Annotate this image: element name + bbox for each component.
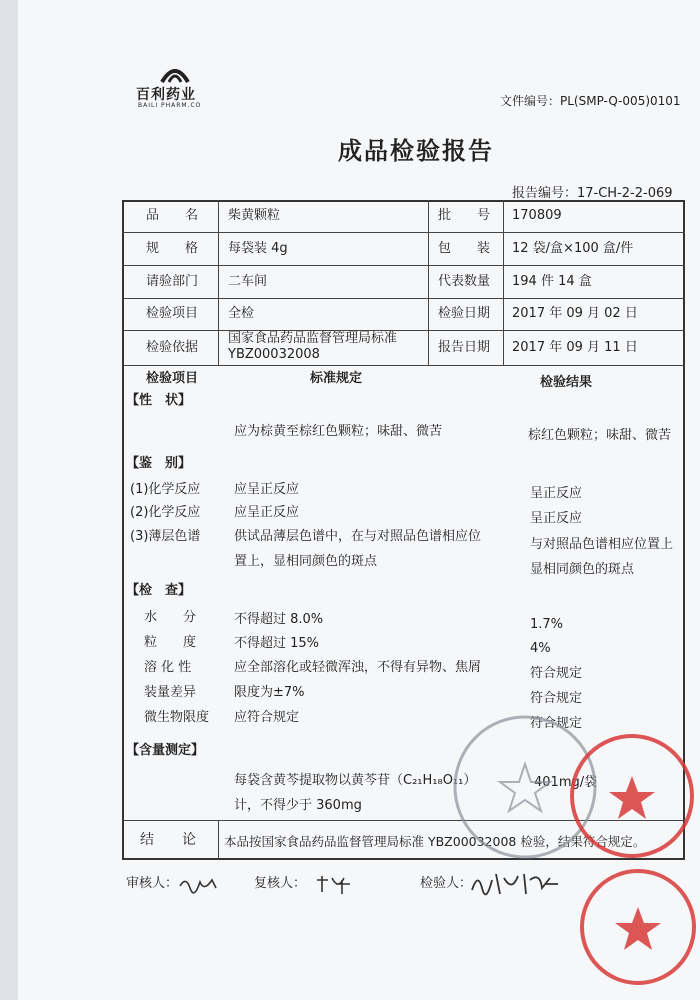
- logo-english-name: BAILI PHARM.CO: [138, 102, 202, 109]
- ident-3-name: (3)薄层色谱: [130, 529, 201, 544]
- value-quantity: 194 件 14 盒: [512, 274, 592, 289]
- ident-1-name: (1)化学反应: [130, 482, 201, 497]
- column-result: 检验结果: [540, 375, 593, 390]
- page-title: 成品检验报告: [338, 137, 494, 165]
- label-product-name: 品 名: [146, 208, 199, 223]
- label-test-items: 检验项目: [146, 306, 199, 321]
- conclusion-label: 结 论: [140, 832, 196, 848]
- assay-standard-cont: 计，不得少于 360mg: [234, 798, 362, 813]
- label-department: 请验部门: [146, 274, 199, 289]
- label-basis: 检验依据: [146, 340, 199, 355]
- insp-5-standard: 应符合规定: [234, 710, 300, 725]
- ident-3-standard-cont: 置上，显相同颜色的斑点: [234, 554, 378, 569]
- insp-3-name: 溶 化 性: [144, 660, 192, 675]
- report-number: 报告编号：17-CH-2-2-069: [512, 186, 673, 201]
- value-department: 二车间: [228, 274, 268, 289]
- insp-3-result: 符合规定: [530, 666, 583, 681]
- ident-2-name: (2)化学反应: [130, 505, 201, 520]
- rechecker-label: 复核人：: [254, 876, 307, 891]
- label-report-date: 报告日期: [438, 340, 491, 355]
- section-assay: 【含量测定】: [126, 743, 205, 758]
- insp-1-name: 水 分: [144, 610, 197, 625]
- assay-standard: 每袋含黄芩提取物以黄芩苷（C₂₁H₁₈O₁₁）: [234, 773, 477, 788]
- inspector-label: 检验人：: [420, 876, 473, 891]
- section-appearance: 【性 状】: [126, 393, 192, 408]
- label-test-date: 检验日期: [438, 306, 491, 321]
- column-item: 检验项目: [146, 371, 199, 386]
- conclusion-text: 本品按国家食品药品监督管理局标准 YBZ00032008 检验，结果符合规定。: [224, 834, 646, 849]
- insp-2-result: 4%: [530, 641, 551, 656]
- ident-2-standard: 应呈正反应: [234, 505, 300, 520]
- reviewer-signature: [178, 874, 218, 901]
- ident-3-result-cont: 显相同颜色的斑点: [530, 562, 635, 577]
- value-report-date: 2017 年 09 月 11 日: [512, 340, 638, 355]
- insp-1-standard: 不得超过 8.0%: [234, 612, 324, 627]
- value-test-date: 2017 年 09 月 02 日: [512, 306, 638, 321]
- value-basis-code: YBZ00032008: [228, 347, 320, 362]
- assay-result: 401mg/袋: [534, 775, 598, 790]
- insp-4-standard: 限度为±7%: [234, 685, 305, 700]
- label-spec: 规 格: [146, 241, 199, 256]
- insp-2-standard: 不得超过 15%: [234, 636, 320, 651]
- report-page: [18, 0, 700, 1000]
- red-company-stamp: [566, 730, 698, 862]
- section-identification: 【鉴 别】: [126, 456, 192, 471]
- value-test-items: 全检: [228, 306, 255, 321]
- insp-4-name: 装量差异: [144, 685, 197, 700]
- ident-1-standard: 应呈正反应: [234, 482, 300, 497]
- insp-4-result: 符合规定: [530, 691, 583, 706]
- company-logo: [136, 64, 216, 110]
- label-packaging: 包 装: [438, 241, 491, 256]
- insp-2-name: 粒 度: [144, 635, 197, 650]
- section-inspection: 【检 查】: [126, 583, 192, 598]
- value-batch-number: 170809: [512, 208, 562, 223]
- value-basis: 国家食品药品监督管理局标准: [228, 331, 398, 346]
- reviewer-label: 审核人：: [126, 876, 179, 891]
- column-standard: 标准规定: [310, 371, 363, 386]
- ident-3-standard: 供试品薄层色谱中，在与对照品色谱相应位: [234, 529, 482, 544]
- value-packaging: 12 袋/盒×100 盒/件: [512, 241, 634, 256]
- red-quality-stamp: [576, 865, 700, 989]
- ident-1-result: 呈正反应: [530, 486, 583, 501]
- label-quantity: 代表数量: [438, 274, 491, 289]
- logo-mark-icon: [160, 64, 190, 84]
- insp-3-standard: 应全部溶化或轻微浑浊，不得有异物、焦屑: [234, 660, 482, 675]
- value-spec: 每袋装 4g: [228, 241, 288, 256]
- insp-1-result: 1.7%: [530, 617, 564, 632]
- insp-5-name: 微生物限度: [144, 710, 210, 725]
- ident-2-result: 呈正反应: [530, 511, 583, 526]
- document-number: 文件编号：PL(SMP-Q-005)0101: [500, 94, 681, 108]
- inspector-signature: [470, 870, 560, 903]
- appearance-standard: 应为棕黄至棕红色颗粒；味甜、微苦: [234, 424, 443, 439]
- value-product-name: 柴黄颗粒: [228, 208, 281, 223]
- logo-chinese-name: 百利药业: [136, 87, 196, 103]
- ident-3-result: 与对照品色谱相应位置上: [530, 537, 674, 552]
- rechecker-signature: [314, 874, 354, 901]
- label-batch-number: 批 号: [438, 208, 491, 223]
- appearance-result: 棕红色颗粒；味甜、微苦: [528, 428, 672, 443]
- insp-5-result: 符合规定: [530, 716, 583, 731]
